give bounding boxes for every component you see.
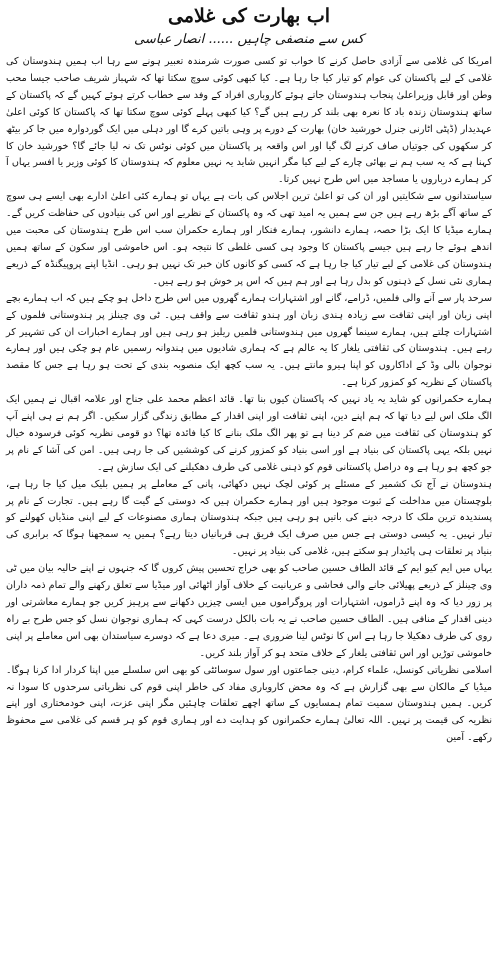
article-paragraph: سرحد پار سے آنے والی فلمیں، ڈرامے، گانے اور اشتہارات ہمارے گھروں میں اس طرح داخل ہو چکے ہیں کہ اب ہمارے بچے اپنی زبان اور اپنی ثقافت سے زیادہ ہندی زبان اور ہندو ثقافت سے واقف ہیں۔ ٹی وی چینلز پر ہندوستانی فلموں کے اشتہارات چلتے ہیں، ہمارے سینما گھروں میں ہندوستانی فلمیں ریلیز ہو رہی ہیں اور ہمارے اخبارات ان کی تشہیر کر رہے ہیں۔ ہندوستان کی ثقافتی یلغار کا یہ عالم ہے کہ ہماری شادیوں میں ہندوانہ رسمیں عام ہو چکی ہیں اور ہمارے نوجوان بالی وڈ کے اداکاروں کو اپنا ہیرو مانتے ہیں۔ یہ سب کچھ ایک منصوبہ بندی کے تحت ہو رہا ہے جس کا مقصد پاکستان کے نظریہ کو کمزور کرنا ہے۔ <box>6 292 492 389</box>
article-paragraph: ہندوستان نے آج تک کشمیر کے مسئلے پر کوئی لچک نہیں دکھائی، پانی کے معاملے پر ہمیں بلیک میل کیا جا رہا ہے، بلوچستان میں مداخلت کے ثبوت موجود ہیں اور ہمارے حکمران ہیں کہ دوستی کے گیت گا رہے ہیں۔ تجارت کے نام پر پسندیدہ ترین ملک کا درجہ دینے کی باتیں ہو رہی ہیں جبکہ ہندوستان ہماری مصنوعات کے لیے اپنی منڈیاں کھولنے کو تیار نہیں۔ یہ کیسی دوستی ہے جس میں صرف ایک فریق ہی قربانیاں دیتا رہے؟ ہمیں یہ سمجھنا ہوگا کہ برابری کی بنیاد پر تعلقات ہی پائیدار ہو سکتے ہیں، غلامی کی بنیاد پر نہیں۔ <box>6 478 492 558</box>
article-author: انصار عباسی <box>133 32 205 47</box>
article-paragraph: ہمارے حکمرانوں کو شاید یہ یاد نہیں کہ پاکستان کیوں بنا تھا۔ قائد اعظم محمد علی جناح اور علامہ اقبال نے ہمیں ایک الگ ملک اس لیے دیا تھا کہ ہم اپنے دین، اپنی ثقافت اور اپنی اقدار کے مطابق زندگی گزار سکیں۔ اگر ہم نے ہی اپنے آپ کو ہندوستان کی ثقافت میں ضم کر دینا ہے تو پھر الگ ملک بنانے کا کیا فائدہ تھا؟ دو قومی نظریہ کوئی فرسودہ خیال نہیں بلکہ یہی پاکستان کی بنیاد ہے اور اسی بنیاد کو کمزور کرنے کی کوششیں کی جا رہی ہیں۔ امن کی آشا کے نام پر جو کچھ ہو رہا ہے وہ دراصل پاکستانی قوم کو ذہنی غلامی کی طرف دھکیلنے کی ایک سازش ہے۔ <box>6 394 492 473</box>
byline-separator: ...... <box>208 32 234 47</box>
article-paragraph: سیاستدانوں سے شکایتیں اور ان کی تو اعلیٰ ترین اجلاس کی بات ہے یہاں تو ہمارے کئی اعلیٰ ادارے بھی ایسے ہی سوچ کے ساتھ آگے بڑھ رہے ہیں جن سے ہمیں یہ امید تھی کہ وہ پاکستان کے نظریے اور اس کی بنیادوں کی حفاظت کریں گے۔ ہمارے میڈیا کا ایک بڑا حصہ، ہمارے دانشور، ہمارے فنکار اور ہمارے حکمران سب اس طرح ہندوستان کی محبت میں اندھے ہوئے جا رہے ہیں جیسے پاکستان کا وجود ہی کسی غلطی کا نتیجہ ہو۔ اس خاموشی اور سکون کے ساتھ ہمیں ہندوستان کی غلامی کے لیے تیار کیا جا رہا ہے کہ کسی کو کانوں کان خبر تک نہیں ہو رہی۔ انڈیا اپنے پروپیگنڈہ کے ذریعے ہماری نئی نسل کے ذہنوں کو بدل رہا ہے اور ہم ہیں کہ اس پر خوش ہو رہے ہیں۔ <box>6 191 492 287</box>
article-byline <box>6 30 492 50</box>
article-paragraph: امریکا کی غلامی سے آزادی حاصل کرنے کا خواب تو کسی صورت شرمندہ تعبیر ہونے سے رہا اب ہمیں ہندوستان کی غلامی کے لیے پاکستان کی عوام کو تیار کیا جا رہا ہے۔ کیا کبھی کوئی سوچ سکتا تھا کہ شہباز شریف صاحب جیسا محب وطن اور قابل وزیراعلیٰ پنجاب ہندوستان جاتے ہوئے کاروباری افراد کے وفد سے خطاب کرتے ہوئے کہیں گے کہ پاکستان کے ساتھ ہندوستان زندہ باد کا نعرہ بھی بلند کر رہے ہیں گے؟ کیا کبھی پہلے کوئی سوچ سکتا تھا کہ پاکستان کا کوئی اعلیٰ عہدیدار (ڈپٹی اٹارنی جنرل خورشید خان) بھارت کے دورے پر وہی باتیں کرے گا اور دہلی میں ایک گوردوارہ میں جا کر بیٹھ کر سکھوں کی جوتیاں صاف کرنے لگ گیا اور اس واقعہ پر پاکستان میں کوئی نوٹس تک نہ لیا جائے گا؟ خورشید خان کا کہنا ہے کہ یہ سب ہم نے بھائی چارے کے لیے کیا مگر انہیں شاید یہ نہیں معلوم کہ ہندوستان کا کوئی وزیر یا افسر یہاں آ کر ہمارے درباروں یا مساجد میں اس طرح نہیں کرتا۔ <box>6 56 492 186</box>
article-paragraph: اسلامی نظریاتی کونسل، علماء کرام، دینی جماعتوں اور سول سوسائٹی کو بھی اس سلسلے میں اپنا کردار ادا کرنا ہوگا۔ میڈیا کے مالکان سے بھی گزارش ہے کہ وہ محض کاروباری مفاد کی خاطر اپنی قوم کی نظریاتی سرحدوں کا سودا نہ کریں۔ ہمیں ہندوستان سمیت تمام ہمسایوں کے ساتھ اچھے تعلقات چاہئیں مگر اپنی عزت، اپنی خودمختاری اور اپنے نظریہ کی قیمت پر نہیں۔ اللہ تعالیٰ ہمارے حکمرانوں کو ہدایت دے اور ہماری قوم کو ہر قسم کی غلامی سے محفوظ رکھے۔ آمین <box>6 664 492 744</box>
article-body <box>6 54 492 747</box>
article-paragraph: یہاں میں ایم کیو ایم کے قائد الطاف حسین صاحب کو بھی خراج تحسین پیش کروں گا کہ جنہوں نے اپنے حالیہ بیان میں ٹی وی چینلز کے ذریعے پھیلائی جانے والی فحاشی و عریانیت کے خلاف آواز اٹھائی اور میڈیا سے تعلق رکھنے والے تمام ذمہ داران پر زور دیا کہ وہ اپنے ڈراموں، اشتہارات اور پروگراموں میں ایسی چیزیں دکھانے سے پرہیز کریں جو ہمارے معاشرتی اور دینی اقدار کے منافی ہیں۔ الطاف حسین صاحب نے یہ بات بالکل درست کہی کہ ہماری نوجوان نسل کو جس طرح بے راہ روی کی طرف دھکیلا جا رہا ہے اس کا نوٹس لینا ضروری ہے۔ میری دعا ہے کہ دوسرے سیاستدان بھی اس معاملے پر اپنی خاموشی توڑیں اور اس ثقافتی یلغار کے خلاف متحد ہو کر آواز بلند کریں۔ <box>6 563 492 659</box>
article-subtitle: کس سے منصفی چاہیں <box>237 32 364 47</box>
article-title: اب بھارت کی غلامی <box>167 5 331 27</box>
